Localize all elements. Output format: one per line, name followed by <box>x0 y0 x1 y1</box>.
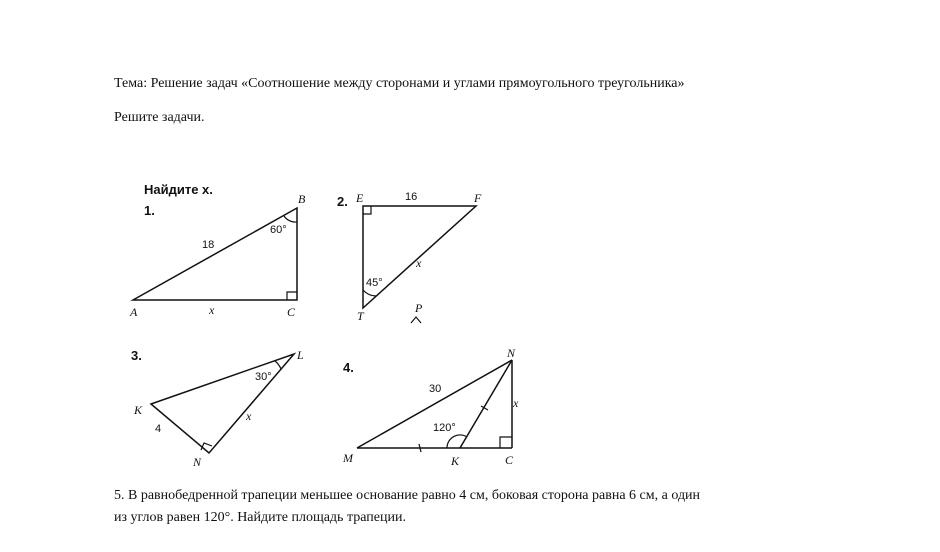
unknown-x-ln: x <box>246 409 252 423</box>
vertex-t-label: T <box>357 309 364 323</box>
unknown-x-nc: x <box>513 396 519 410</box>
problem-2 <box>337 191 482 323</box>
vertex-e-label: E <box>356 191 364 205</box>
right-angle-mark-n <box>201 443 212 450</box>
side-ab-label: 18 <box>202 239 215 251</box>
vertex-k-label: K <box>134 403 143 417</box>
angle-arc-b <box>284 216 297 222</box>
triangle-kln <box>151 354 294 453</box>
angle-l-label: 30° <box>255 371 272 383</box>
vertex-c-label-4: C <box>505 453 514 467</box>
angle-arc-t <box>363 290 376 296</box>
unknown-x-ac: x <box>209 303 215 317</box>
vertex-f-label: F <box>474 191 482 205</box>
vertex-n-label: N <box>193 455 202 469</box>
figure-heading: Найдите x. <box>144 182 213 197</box>
extra-p-label: P <box>415 301 423 315</box>
vertex-k-label-4: K <box>451 454 460 468</box>
side-mn-label: 30 <box>429 383 442 395</box>
problem-3 <box>131 348 304 469</box>
problem-1 <box>129 192 306 319</box>
angle-b-label: 60° <box>270 224 287 236</box>
vertex-b-label: B <box>298 192 306 206</box>
angle-arc-l <box>275 361 281 369</box>
segment-kn <box>460 360 512 448</box>
problem-1-number: 1. <box>144 203 155 218</box>
angle-t-label: 45° <box>366 277 383 289</box>
vertex-n-label-4: N <box>507 346 516 360</box>
problem-4 <box>342 346 519 468</box>
instruction-line: Решите задачи. <box>114 110 205 125</box>
caret-mark <box>411 317 421 323</box>
topic-line: Тема: Решение задач «Соотношение между сторонами и углами прямоугольного треугольника» <box>114 76 685 91</box>
side-kn-label: 4 <box>155 423 162 435</box>
right-angle-mark-c <box>500 437 512 448</box>
vertex-l-label: L <box>297 348 304 362</box>
triangle-abc <box>133 208 297 300</box>
problem-4-number: 4. <box>343 360 354 375</box>
right-angle-mark-c <box>287 292 297 300</box>
vertex-c-label: C <box>287 305 296 319</box>
problem-3-number: 3. <box>131 348 142 363</box>
right-angle-mark-e <box>363 206 371 214</box>
unknown-x-ft: x <box>416 256 422 270</box>
side-ef-label: 16 <box>405 191 418 203</box>
segment-mn <box>357 360 512 448</box>
task-5-line-2: из углов равен 120°. Найдите площадь трапеции. <box>114 510 406 525</box>
task-5-line-1: 5. В равнобедренной трапеции меньшее основание равно 4 см, боковая сторона равна 6 см, а один <box>114 488 701 503</box>
problem-2-number: 2. <box>337 194 348 209</box>
vertex-a-label: A <box>130 305 138 319</box>
angle-k-label: 120° <box>433 422 456 434</box>
vertex-m-label: M <box>343 451 353 465</box>
